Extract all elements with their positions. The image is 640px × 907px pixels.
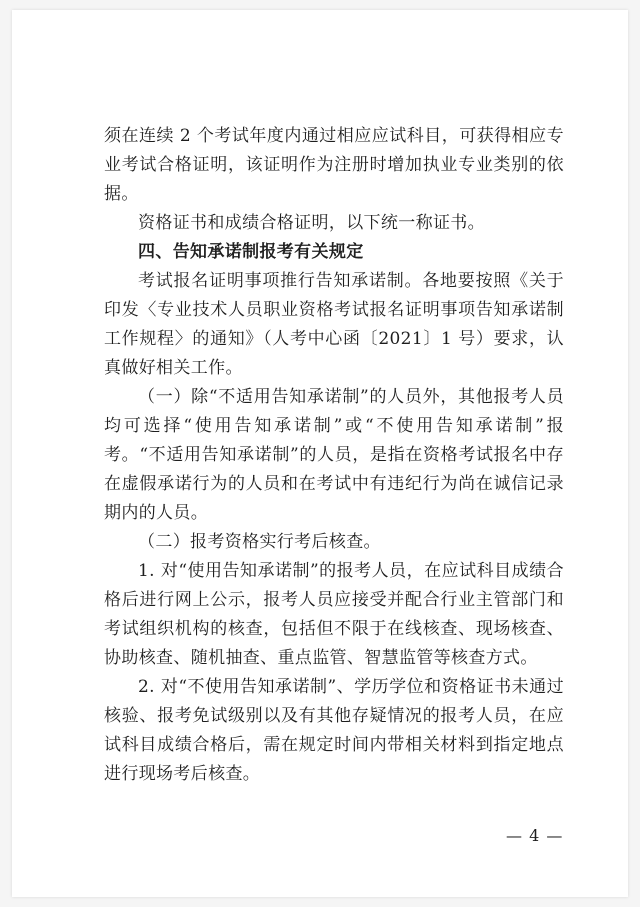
document-page: [12, 10, 628, 897]
paragraph-subitem-one: 1. 对“使用告知承诺制”的报考人员，在应试科目成绩合格后进行网上公示，报考人员应接受并配合行业主管部门和考试组织机构的核查，包括但不限于在线核查、现场核查、协助核查、随机抽查、重点监管、智慧监管等核查方式。: [104, 561, 564, 668]
paragraph-certificate-note: 资格证书和成绩合格证明，以下统一称证书。: [138, 213, 485, 233]
paragraph-subitem-two: 2. 对“不使用告知承诺制”、学历学位和资格证书未通过核验、报考免试级别以及有其他存疑情况的报考人员，在应试科目成绩合格后，需在规定时间内带相关材料到指定地点进行现场考后核查。: [104, 677, 564, 784]
paragraph-commitment-intro: 考试报名证明事项推行告知承诺制。各地要按照《关于印发〈专业技术人员职业资格考试报名证明事项告知承诺制工作规程〉的通知》（人考中心函〔2021〕1 号）要求，认真做好相关工作。: [104, 271, 564, 378]
document-body: [104, 122, 564, 789]
section-heading: 四、告知承诺制报考有关规定: [138, 242, 364, 262]
paragraph-item-two: （二）报考资格实行考后核查。: [138, 532, 381, 552]
paragraph-continuation: 须在连续 2 个考试年度内通过相应应试科目，可获得相应专业考试合格证明，该证明作为注册时增加执业专业类别的依据。: [104, 126, 564, 204]
paragraph-item-one: （一）除“不适用告知承诺制”的人员外，其他报考人员均可选择“使用告知承诺制”或“不使用告知承诺制”报考。“不适用告知承诺制”的人员，是指在资格考试报名中存在虚假承诺行为的人员和在考试中有违纪行为尚在诚信记录期内的人员。: [104, 387, 564, 523]
page-number: — 4 —: [506, 826, 564, 845]
